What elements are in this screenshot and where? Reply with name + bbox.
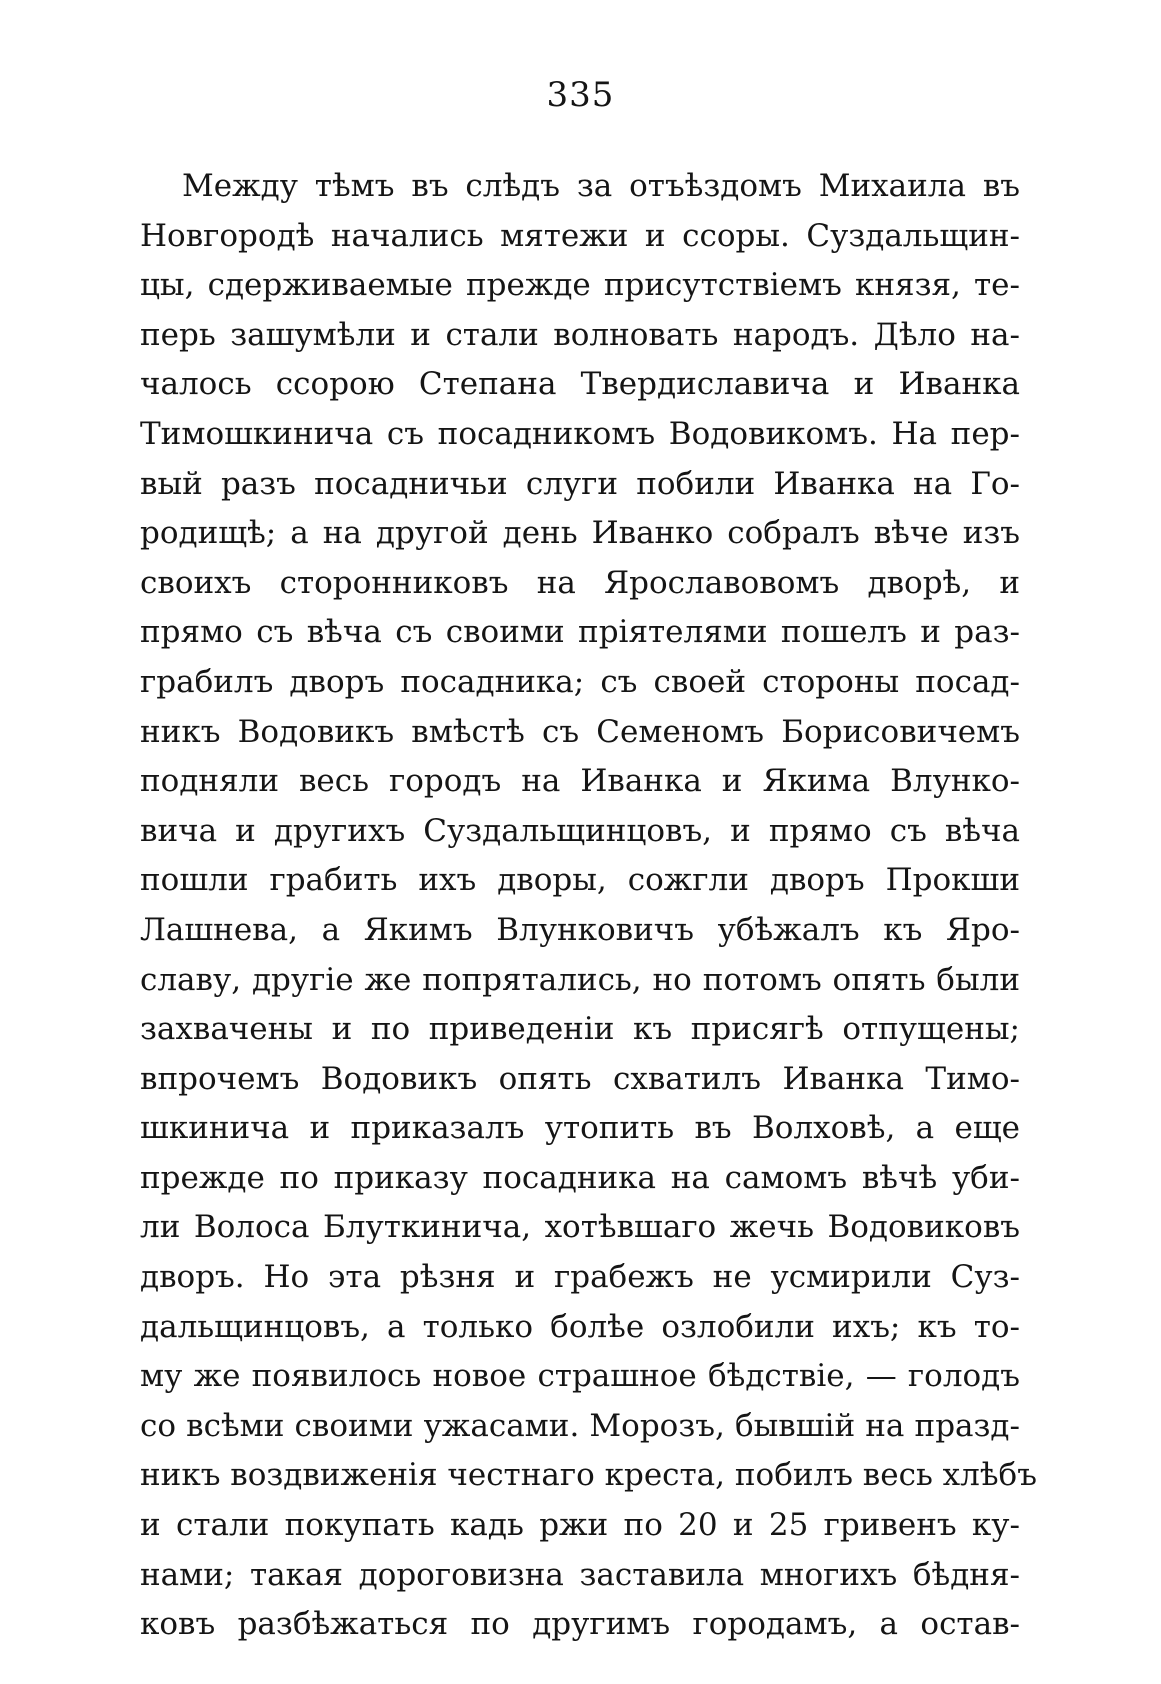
text-line: ли Волоса Блуткинича, хотѣвшаго жечь Водовиковъ <box>140 1209 1020 1246</box>
text-line: дальщинцовъ, а только болѣе озлобили ихъ; къ то- <box>140 1308 1020 1345</box>
text-line: грабилъ дворъ посадника; съ своей стороны посад- <box>140 663 1020 700</box>
text-line: чалось ссорою Степана Твердиславича и Иванка <box>140 366 1020 403</box>
text-line: Новгородѣ начались мятежи и ссоры. Суздальщин- <box>140 217 1020 254</box>
text-line: шкинича и приказалъ утопить въ Волховѣ, а еще <box>140 1110 1020 1147</box>
text-line: никъ воздвиженія честнаго креста, побилъ весь хлѣбъ <box>140 1457 1037 1494</box>
text-line: дворъ. Но эта рѣзня и грабежъ не усмирили Суз- <box>140 1259 1020 1296</box>
text-line: нами; такая дороговизна заставила многихъ бѣдня- <box>140 1556 1020 1593</box>
text-line: своихъ сторонниковъ на Ярославовомъ дворѣ, и <box>140 564 1020 601</box>
page-number: 335 <box>546 75 615 115</box>
text-line: пошли грабить ихъ дворы, сожгли дворъ Прокши <box>140 862 1020 899</box>
text-line: Тимошкинича съ посадникомъ Водовикомъ. На пер- <box>140 415 1020 452</box>
text-line: Лашнева, а Якимъ Влунковичъ убѣжалъ къ Яро- <box>140 911 1020 948</box>
text-line: никъ Водовикъ вмѣстѣ съ Семеномъ Борисовичемъ <box>140 713 1020 750</box>
text-line: и стали покупать кадь ржи по 20 и 25 гривенъ ку- <box>140 1507 1020 1544</box>
text-line: цы, сдерживаемые прежде присутствіемъ князя, те- <box>140 267 1020 304</box>
text-line: славу, другіе же попрятались, но потомъ опять были <box>140 961 1020 998</box>
body-text <box>140 162 1037 1650</box>
text-line: подняли весь городъ на Иванка и Якима Влунко- <box>140 763 1020 800</box>
text-line: впрочемъ Водовикъ опять схватилъ Иванка Тимо- <box>140 1060 1020 1097</box>
text-line: захвачены и по приведеніи къ присягѣ отпущены; <box>140 1011 1020 1048</box>
text-line: прежде по приказу посадника на самомъ вѣчѣ уби- <box>140 1159 1020 1196</box>
text-line: родищѣ; а на другой день Иванко собралъ вѣче изъ <box>140 515 1020 552</box>
text-line: му же появилось новое страшное бѣдствіе, — голодъ <box>140 1358 1020 1395</box>
text-line: Между тѣмъ въ слѣдъ за отъѣздомъ Михаила въ <box>182 168 1020 204</box>
text-line: со всѣми своими ужасами. Морозъ, бывшій на празд- <box>140 1407 1020 1444</box>
text-line: вый разъ посадничьи слуги побили Иванка на Го- <box>140 465 1020 502</box>
text-line: вича и другихъ Суздальщинцовъ, и прямо съ вѣча <box>140 812 1020 849</box>
text-line: прямо съ вѣча съ своими пріятелями пошелъ и раз- <box>140 614 1020 651</box>
text-line: перь зашумѣли и стали волновать народъ. Дѣло на- <box>140 316 1020 353</box>
text-line: ковъ разбѣжаться по другимъ городамъ, а остав- <box>140 1606 1020 1643</box>
